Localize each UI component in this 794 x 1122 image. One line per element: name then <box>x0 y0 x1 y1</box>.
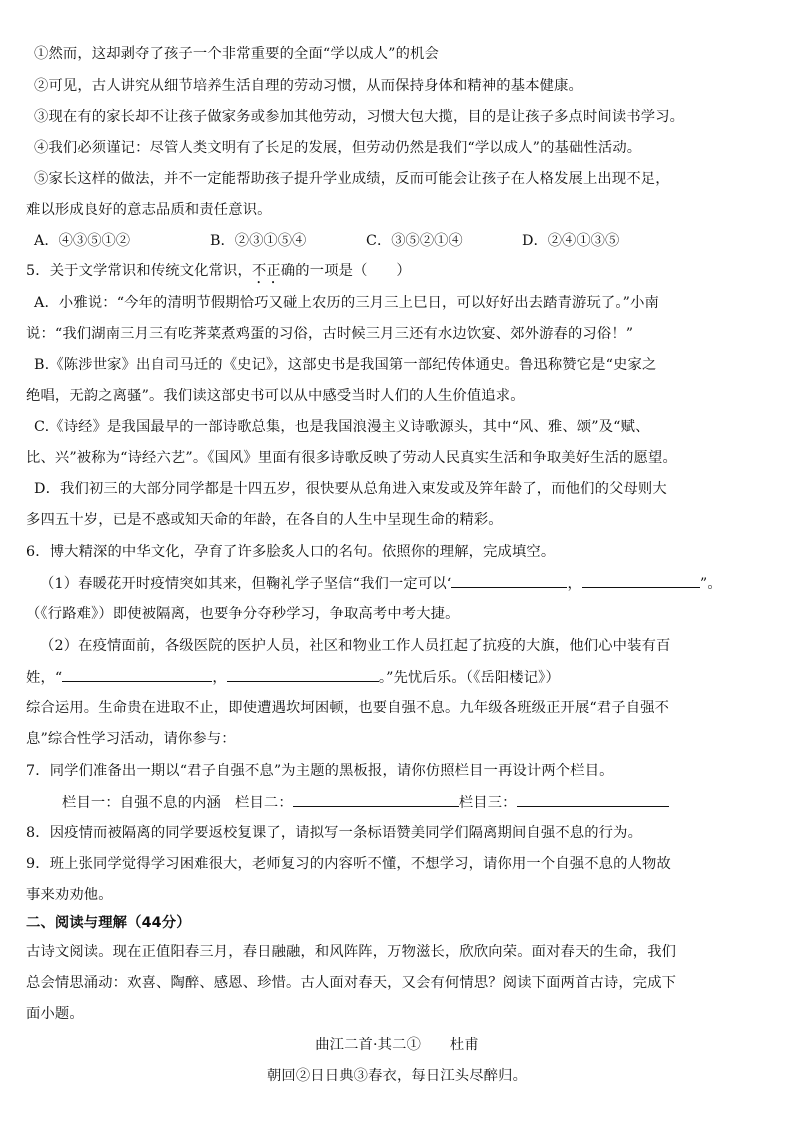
section-2-intro-line2: 总会情思涌动：欢喜、陶醉、感恩、珍惜。古人面对春天，又会有何情思？阅读下面两首古诗，完成下 <box>26 975 677 991</box>
q7-blank-column-2[interactable] <box>293 791 459 807</box>
q7-column-1: 栏目一：自强不息的内涵 <box>62 795 221 811</box>
q9-stem-line2: 事来劝劝他。 <box>26 887 113 903</box>
q6-part2-line1: （2）在疫情面前，各级医院的医护人员，社区和物业工作人员扛起了抗疫的大旗，他们心中装有百 <box>40 638 671 654</box>
q6-part1-end: ”。 <box>699 576 722 592</box>
q5-option-b-line2: 绝唱，无韵之离骚”。我们读这部史书可以从中感受当时人们的人生价值追求。 <box>26 388 525 404</box>
q7-blank-column-3[interactable] <box>517 791 669 807</box>
q6-part1-line1 <box>40 572 722 595</box>
q4-option-d: D．②④①③⑤ <box>522 233 620 249</box>
q5-emphasis-2: 正 <box>266 263 281 279</box>
q5-option-d-line2: 多四五十岁，已是不惑或知天命的年龄，在各自的人生中呈现生命的精彩。 <box>26 512 503 528</box>
q4-sentence-5: ⑤家长这样的做法，并不一定能帮助孩子提升学业成绩，反而可能会让孩子在人格发展上出现不足， <box>34 171 670 187</box>
q5-option-c-line2: 比、兴”被称为“诗经六艺”。《国风》里面有很多诗歌反映了劳动人民真实生活和争取美好生活的愿望。 <box>26 450 677 466</box>
q4-sentence-5-cont: 难以形成良好的意志品质和责任意识。 <box>26 202 272 218</box>
q6-blank-1[interactable] <box>451 572 567 588</box>
q4-sentence-3: ③现在有的家长却不让孩子做家务或参加其他劳动，习惯大包大揽，目的是让孩子多点时间读书学习。 <box>34 109 685 125</box>
q6-blank-4[interactable] <box>227 666 379 682</box>
q6-part2-comma: ， <box>212 670 227 686</box>
q7-column-2-label: 栏目二： <box>235 795 293 811</box>
q4-option-c: C．③⑤②①④ <box>366 233 463 249</box>
q9-stem-line1: 9．班上张同学觉得学习困难很大，老师复习的内容听不懂，不想学习，请你用一个自强不息的人物故 <box>26 856 671 872</box>
q5-option-a-line2: 说：“我们湖南三月三有吃荠菜煮鸡蛋的习俗，古时候三月三还有水边饮宴、郊外游春的习俗！” <box>26 326 634 342</box>
comp-intro-line2: 息”综合性学习活动，请你参与： <box>26 731 236 747</box>
q7-columns <box>62 791 669 814</box>
q5-option-d-line1: D．我们初三的大部分同学都是十四五岁，很快要从总角进入束发或及笄年龄了，而他们的父母则大 <box>34 481 667 497</box>
q5-stem-end: 确的一项是（ ） <box>280 263 411 279</box>
q4-sentence-4: ④我们必须谨记：尽管人类文明有了长足的发展，但劳动仍然是我们“学以成人”的基础性活动。 <box>34 140 642 156</box>
q5-emphasis-1: 不 <box>251 263 267 279</box>
poem-line-1: 朝回②日日典③春衣，每日江头尽醉归。 <box>266 1068 528 1084</box>
q4-sentence-1: ①然而，这却剥夺了孩子一个非常重要的全面“学以成人”的机会 <box>34 46 439 62</box>
q6-stem: 6．博大精深的中华文化，孕育了许多脍炙人口的名句。依照你的理解，完成填空。 <box>26 544 556 560</box>
q5-stem <box>26 260 411 287</box>
section-2-intro-line1: 古诗文阅读。现在正值阳春三月，春日融融，和风阵阵，万物滋长，欣欣向荣。面对春天的生命，我们 <box>26 944 677 960</box>
q5-option-b-line1: B.《陈涉世家》出自司马迁的《史记》，这部史书是我国第一部纪传体通史。鲁迅称赞它是“史家之 <box>34 357 657 373</box>
q4-option-a: A．④③⑤①② <box>34 233 131 249</box>
q6-blank-2[interactable] <box>582 572 700 588</box>
q6-part2-prefix: 姓，“ <box>26 670 63 686</box>
q4-option-b: B．②③①⑤④ <box>210 233 307 249</box>
q6-part1-text: （1）春暖花开时疫情突如其来，但鞠礼学子坚信“我们一定可以‘ <box>40 576 452 592</box>
q5-option-c-line1: C.《诗经》是我国最早的一部诗歌总集，也是我国浪漫主义诗歌源头，其中“风、雅、颂”及“赋、 <box>34 419 650 435</box>
q7-column-3-label: 栏目三： <box>458 795 517 811</box>
comp-intro-line1: 综合运用。生命贵在进取不止，即使遭遇坎坷困顿，也要自强不息。九年级各班级正开展“君子自强不 <box>26 700 670 716</box>
q5-option-a-line1: A．小雅说：“今年的清明节假期恰巧又碰上农历的三月三上巳日，可以好好出去踏青游玩了。”小南 <box>34 295 660 311</box>
poem-title: 曲江二首·其二① 杜甫 <box>315 1037 479 1053</box>
q8-stem: 8．因疫情而被隔离的同学要返校复课了，请拟写一条标语赞美同学们隔离期间自强不息的行为。 <box>26 825 643 841</box>
q4-sentence-2: ②可见，古人讲究从细节培养生活自理的劳动习惯，从而保持身体和精神的基本健康。 <box>34 78 583 94</box>
q6-part1-line2: （《行路难》）即使被隔离，也要争分夺秒学习，争取高考中考大捷。 <box>26 606 460 622</box>
q6-part1-comma: ， <box>567 576 582 592</box>
section-2-intro-line3: 面小题。 <box>26 1006 84 1022</box>
q6-part2-suffix: 。”先忧后乐。（《岳阳楼记》） <box>378 670 560 686</box>
q6-blank-3[interactable] <box>62 666 212 682</box>
section-2-heading: 二、阅读与理解（44分） <box>26 915 191 931</box>
q5-stem-text: 5．关于文学常识和传统文化常识， <box>26 263 252 279</box>
q7-stem: 7．同学们准备出一期以“君子自强不息”为主题的黑板报，请你仿照栏目一再设计两个栏目。 <box>26 763 614 779</box>
q6-part2-line2 <box>26 666 560 689</box>
